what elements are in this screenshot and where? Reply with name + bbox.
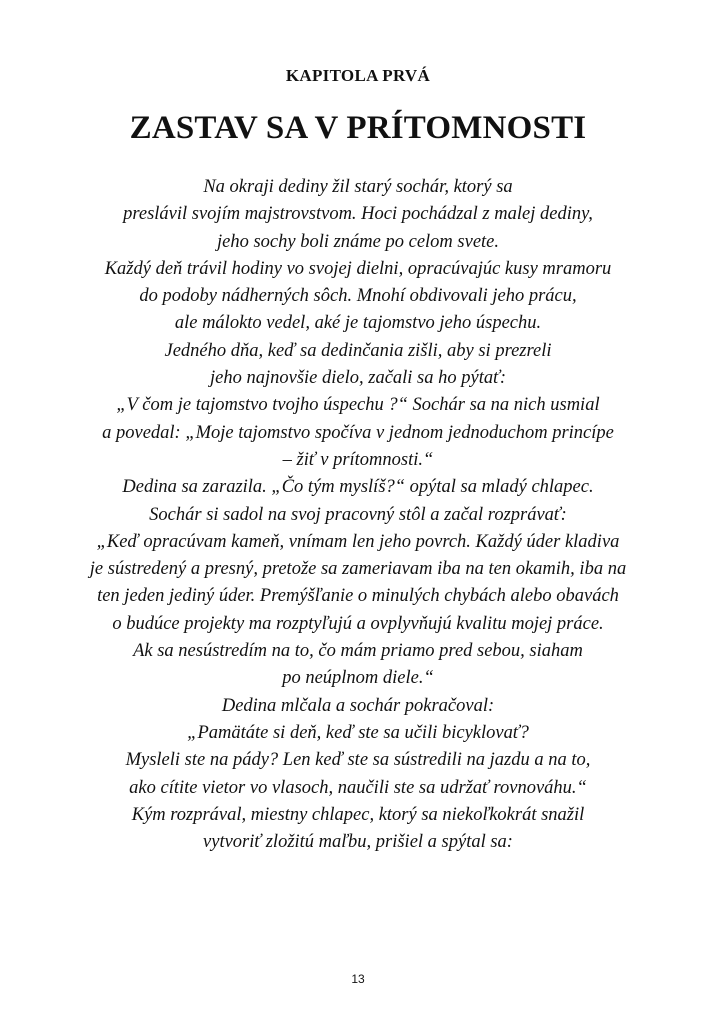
- text-line: Sochár si sadol na svoj pracovný stôl a začal rozprávať:: [149, 504, 567, 525]
- text-line: Každý deň trávil hodiny vo svojej dielni, opracúvajúc kusy mramoru: [104, 258, 612, 279]
- text-line: a povedal: „Moje tajomstvo spočíva v jednom jednoduchom princípe: [102, 422, 614, 443]
- text-line: Ak sa nesústredím na to, čo mám priamo pred sebou, siaham: [133, 641, 583, 662]
- text-line: ale málokto vedel, aké je tajomstvo jeho úspechu.: [174, 313, 542, 334]
- text-line: o budúce projekty ma rozptyľujú a ovplyvňujú kvalitu mojej práce.: [112, 613, 604, 634]
- text-line: Kým rozprával, miestny chlapec, ktorý sa niekoľkokrát snažil: [131, 804, 585, 825]
- text-line: ten jeden jediný úder. Premýšľanie o minulých chybách alebo obavách: [97, 586, 619, 607]
- text-line: po neúplnom diele.“: [282, 668, 434, 689]
- text-line: Dedina sa zarazila. „Čo tým myslíš?“ opýtal sa mladý chlapec.: [122, 477, 594, 498]
- text-line: Jedného dňa, keď sa dedinčania zišli, aby si prezreli: [164, 340, 552, 361]
- page-number: 13: [351, 972, 365, 986]
- text-line: je sústredený a presný, pretože sa zameriavam iba na ten okamih, iba na: [89, 559, 627, 580]
- text-line: „Keď opracúvam kameň, vnímam len jeho povrch. Každý úder kladiva: [96, 531, 620, 552]
- text-line: „Pamätáte si deň, keď ste sa učili bicyklovať?: [187, 722, 529, 743]
- text-line: ako cítite vietor vo vlasoch, naučili ste sa udržať rovnováhu.“: [129, 777, 587, 798]
- text-line: jeho najnovšie dielo, začali sa ho pýtať:: [210, 368, 506, 389]
- text-line: jeho sochy boli známe po celom svete.: [216, 231, 500, 252]
- chapter-label: KAPITOLA PRVÁ: [285, 66, 431, 85]
- text-line: Dedina mlčala a sochár pokračoval:: [221, 695, 495, 716]
- text-line: vytvoriť zložitú maľbu, prišiel a spýtal sa:: [203, 832, 513, 853]
- text-line: do podoby nádherných sôch. Mnohí obdivovali jeho prácu,: [139, 286, 577, 307]
- chapter-title: ZASTAV SA V PRÍTOMNOSTI: [129, 110, 587, 146]
- body-text: [40, 174, 676, 856]
- text-line: Mysleli ste na pády? Len keď ste sa sústredili na jazdu a na to,: [125, 750, 591, 771]
- text-line: preslávil svojím majstrovstvom. Hoci pochádzal z malej dediny,: [123, 204, 593, 225]
- text-line: – žiť v prítomnosti.“: [282, 449, 434, 470]
- text-line: Na okraji dediny žil starý sochár, ktorý sa: [203, 177, 513, 197]
- text-line: „V čom je tajomstvo tvojho úspechu ?“ Sochár sa na nich usmial: [116, 395, 600, 416]
